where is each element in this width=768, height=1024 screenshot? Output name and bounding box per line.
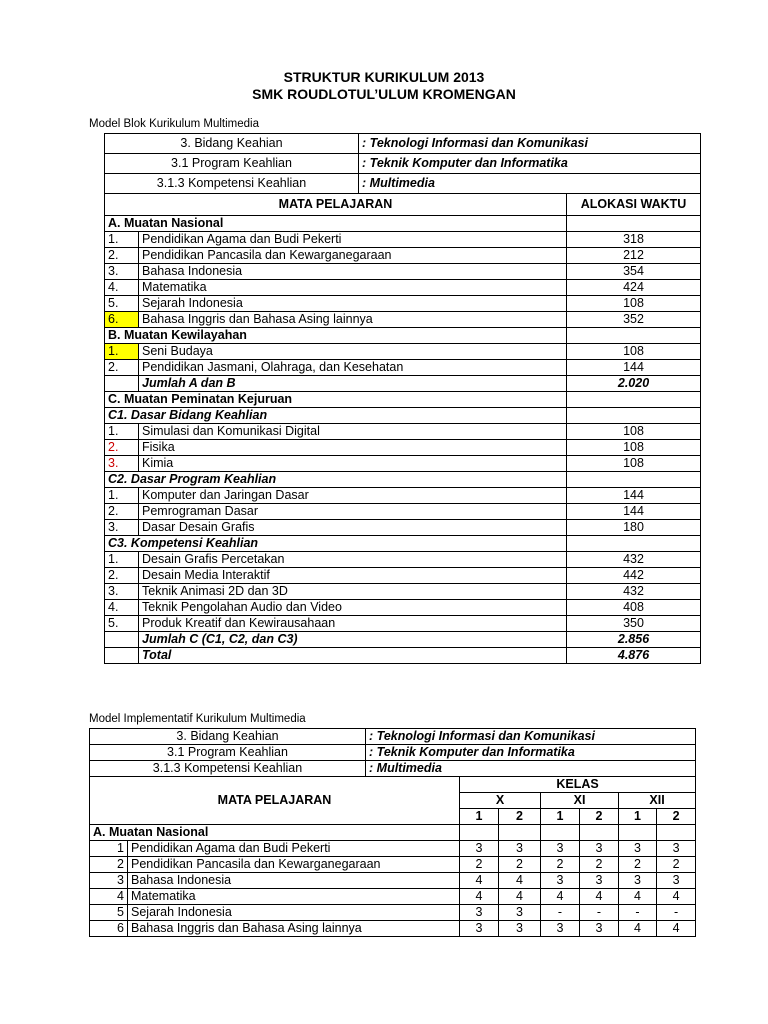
time-value: 424	[567, 280, 701, 296]
semester: 2	[657, 809, 696, 825]
subject-name: Desain Media Interaktif	[139, 568, 567, 584]
subtotal-label: Jumlah C (C1, C2, dan C3)	[139, 632, 567, 648]
subject-name: Pendidikan Agama dan Budi Pekerti	[139, 232, 567, 248]
section-a: A. Muatan Nasional	[105, 216, 567, 232]
subsection-row	[105, 472, 701, 488]
row-number: 3.	[105, 520, 139, 536]
table-row	[105, 248, 701, 264]
hours: 3	[580, 873, 619, 889]
hours: 3	[580, 841, 619, 857]
info-value: : Multimedia	[366, 761, 696, 777]
row-number: 2.	[105, 504, 139, 520]
time-value: 408	[567, 600, 701, 616]
header-subject: MATA PELAJARAN	[105, 194, 567, 216]
hours: 3	[460, 921, 499, 937]
section-c: C. Muatan Peminatan Kejuruan	[105, 392, 567, 408]
row-number: 2	[90, 857, 128, 873]
table-row	[105, 520, 701, 536]
subject-name: Pemrograman Dasar	[139, 504, 567, 520]
hours: 4	[657, 889, 696, 905]
subject-name: Teknik Animasi 2D dan 3D	[139, 584, 567, 600]
time-value: 144	[567, 360, 701, 376]
subsection-row	[105, 408, 701, 424]
section-row	[105, 392, 701, 408]
row-number: 5	[90, 905, 128, 921]
impl-header-row-1	[90, 777, 696, 793]
impl-info-row	[90, 745, 696, 761]
document-title: STRUKTUR KURIKULUM 2013	[283, 69, 485, 85]
info-value: : Teknologi Informasi dan Komunikasi	[366, 729, 696, 745]
subject-name: Pendidikan Agama dan Budi Pekerti	[128, 841, 460, 857]
table-row	[90, 857, 696, 873]
time-value: 108	[567, 296, 701, 312]
semester: 1	[541, 809, 580, 825]
section-c2: C2. Dasar Program Keahlian	[105, 472, 567, 488]
subject-name: Sejarah Indonesia	[139, 296, 567, 312]
hours: 2	[580, 857, 619, 873]
hours: 3	[619, 841, 657, 857]
row-number: 2.	[105, 568, 139, 584]
row-number: 5.	[105, 616, 139, 632]
time-value: 108	[567, 344, 701, 360]
section-b: B. Muatan Kewilayahan	[105, 328, 567, 344]
row-number: 2.	[105, 360, 139, 376]
subject-name: Bahasa Indonesia	[128, 873, 460, 889]
time-value: 318	[567, 232, 701, 248]
semester: 2	[499, 809, 541, 825]
table-row	[105, 616, 701, 632]
blok-info-row	[105, 174, 701, 194]
blok-caption: Model Blok Kurikulum Multimedia	[89, 118, 260, 130]
row-number: 1.	[105, 552, 139, 568]
subtotal-row	[105, 376, 701, 392]
section-a: A. Muatan Nasional	[90, 825, 460, 841]
subject-name: Sejarah Indonesia	[128, 905, 460, 921]
time-value: 180	[567, 520, 701, 536]
info-label: 3.1.3 Kompetensi Keahlian	[105, 174, 359, 194]
section-row	[90, 825, 696, 841]
hours: -	[580, 905, 619, 921]
section-row	[105, 216, 701, 232]
blok-info-row	[105, 134, 701, 154]
school-name: SMK ROUDLOTUL’ULUM KROMENGAN	[252, 86, 516, 102]
info-label: 3. Bidang Keahian	[90, 729, 366, 745]
hours: 4	[619, 889, 657, 905]
total-label: Total	[139, 648, 567, 664]
subject-name: Dasar Desain Grafis	[139, 520, 567, 536]
hours: 4	[580, 889, 619, 905]
hours: 3	[499, 921, 541, 937]
table-row	[90, 873, 696, 889]
impl-info-row	[90, 729, 696, 745]
hours: 4	[657, 921, 696, 937]
table-row	[105, 264, 701, 280]
table-row	[105, 296, 701, 312]
time-value: 144	[567, 488, 701, 504]
impl-table	[89, 728, 696, 937]
time-value: 108	[567, 424, 701, 440]
table-row	[90, 921, 696, 937]
semester: 1	[460, 809, 499, 825]
row-number: 1.	[105, 488, 139, 504]
table-row	[105, 312, 701, 328]
subject-name: Produk Kreatif dan Kewirausahaan	[139, 616, 567, 632]
row-number: 5.	[105, 296, 139, 312]
hours: 3	[541, 841, 580, 857]
impl-info-row	[90, 761, 696, 777]
subject-name: Kimia	[139, 456, 567, 472]
row-number-red: 3.	[105, 456, 139, 472]
subject-name: Matematika	[128, 889, 460, 905]
grade-xi: XI	[541, 793, 619, 809]
row-number: 3.	[105, 584, 139, 600]
subject-name: Bahasa Inggris dan Bahasa Asing lainnya	[128, 921, 460, 937]
table-row	[105, 344, 701, 360]
time-value: 108	[567, 440, 701, 456]
subject-name: Teknik Pengolahan Audio dan Video	[139, 600, 567, 616]
section-row	[105, 328, 701, 344]
hours: 2	[460, 857, 499, 873]
subtotal-label: Jumlah A dan B	[139, 376, 567, 392]
info-label: 3.1 Program Keahlian	[90, 745, 366, 761]
hours: 3	[541, 873, 580, 889]
info-label: 3.1.3 Kompetensi Keahlian	[90, 761, 366, 777]
hours: 3	[657, 841, 696, 857]
subsection-row	[105, 536, 701, 552]
time-value: 350	[567, 616, 701, 632]
table-row	[105, 280, 701, 296]
info-value: : Teknik Komputer dan Informatika	[366, 745, 696, 761]
table-row	[105, 456, 701, 472]
row-number: 2.	[105, 248, 139, 264]
row-number: 1	[90, 841, 128, 857]
hours: 4	[460, 889, 499, 905]
table-row	[90, 841, 696, 857]
info-label: 3.1 Program Keahlian	[105, 154, 359, 174]
hours: 2	[619, 857, 657, 873]
subtotal-value: 2.856	[567, 632, 701, 648]
subject-name: Pendidikan Pancasila dan Kewarganegaraan	[128, 857, 460, 873]
table-row	[90, 889, 696, 905]
hours: 4	[499, 873, 541, 889]
subject-name: Simulasi dan Komunikasi Digital	[139, 424, 567, 440]
total-row	[105, 648, 701, 664]
section-c1: C1. Dasar Bidang Keahlian	[105, 408, 567, 424]
table-row	[90, 905, 696, 921]
subject-name: Seni Budaya	[139, 344, 567, 360]
hours: 3	[499, 905, 541, 921]
table-row	[105, 504, 701, 520]
impl-caption: Model Implementatif Kurikulum Multimedia	[89, 713, 306, 725]
hours: -	[619, 905, 657, 921]
table-row	[105, 584, 701, 600]
row-number: 1.	[105, 424, 139, 440]
blok-header-row	[105, 194, 701, 216]
row-number: 6	[90, 921, 128, 937]
blok-table	[104, 133, 701, 664]
hours: 3	[580, 921, 619, 937]
table-row	[105, 568, 701, 584]
subject-name: Fisika	[139, 440, 567, 456]
time-value: 352	[567, 312, 701, 328]
hours: -	[541, 905, 580, 921]
time-value: 442	[567, 568, 701, 584]
header-subject: MATA PELAJARAN	[90, 777, 460, 825]
info-value: : Multimedia	[359, 174, 701, 194]
row-number: 4.	[105, 600, 139, 616]
subtotal-row	[105, 632, 701, 648]
subject-name: Bahasa Indonesia	[139, 264, 567, 280]
hours: 4	[619, 921, 657, 937]
table-row	[105, 440, 701, 456]
semester: 2	[580, 809, 619, 825]
subject-name: Bahasa Inggris dan Bahasa Asing lainnya	[139, 312, 567, 328]
semester: 1	[619, 809, 657, 825]
hours: 3	[499, 841, 541, 857]
row-number: 4.	[105, 280, 139, 296]
blok-info-row	[105, 154, 701, 174]
subject-name: Desain Grafis Percetakan	[139, 552, 567, 568]
info-value: : Teknik Komputer dan Informatika	[359, 154, 701, 174]
hours: -	[657, 905, 696, 921]
row-number-highlighted: 6.	[105, 312, 139, 328]
table-row	[105, 488, 701, 504]
subject-name: Matematika	[139, 280, 567, 296]
total-value: 4.876	[567, 648, 701, 664]
table-row	[105, 360, 701, 376]
grade-xii: XII	[619, 793, 696, 809]
table-row	[105, 232, 701, 248]
hours: 4	[460, 873, 499, 889]
row-number-highlighted: 1.	[105, 344, 139, 360]
hours: 2	[499, 857, 541, 873]
hours: 4	[541, 889, 580, 905]
subject-name: Pendidikan Jasmani, Olahraga, dan Kesehatan	[139, 360, 567, 376]
time-value: 354	[567, 264, 701, 280]
header-time: ALOKASI WAKTU	[567, 194, 701, 216]
info-value: : Teknologi Informasi dan Komunikasi	[359, 134, 701, 154]
hours: 3	[541, 921, 580, 937]
hours: 3	[460, 841, 499, 857]
hours: 3	[657, 873, 696, 889]
time-value: 212	[567, 248, 701, 264]
table-row	[105, 600, 701, 616]
row-number: 3.	[105, 264, 139, 280]
row-number: 1.	[105, 232, 139, 248]
table-row	[105, 424, 701, 440]
hours: 2	[657, 857, 696, 873]
info-label: 3. Bidang Keahian	[105, 134, 359, 154]
hours: 2	[541, 857, 580, 873]
header-kelas: KELAS	[460, 777, 696, 793]
section-c3: C3. Kompetensi Keahlian	[105, 536, 567, 552]
subject-name: Pendidikan Pancasila dan Kewarganegaraan	[139, 248, 567, 264]
time-value: 108	[567, 456, 701, 472]
row-number: 3	[90, 873, 128, 889]
table-row	[105, 552, 701, 568]
hours: 3	[619, 873, 657, 889]
subject-name: Komputer dan Jaringan Dasar	[139, 488, 567, 504]
grade-x: X	[460, 793, 541, 809]
time-value: 144	[567, 504, 701, 520]
row-number: 4	[90, 889, 128, 905]
subtotal-value: 2.020	[567, 376, 701, 392]
time-value: 432	[567, 552, 701, 568]
hours: 4	[499, 889, 541, 905]
hours: 3	[460, 905, 499, 921]
row-number-red: 2.	[105, 440, 139, 456]
time-value: 432	[567, 584, 701, 600]
